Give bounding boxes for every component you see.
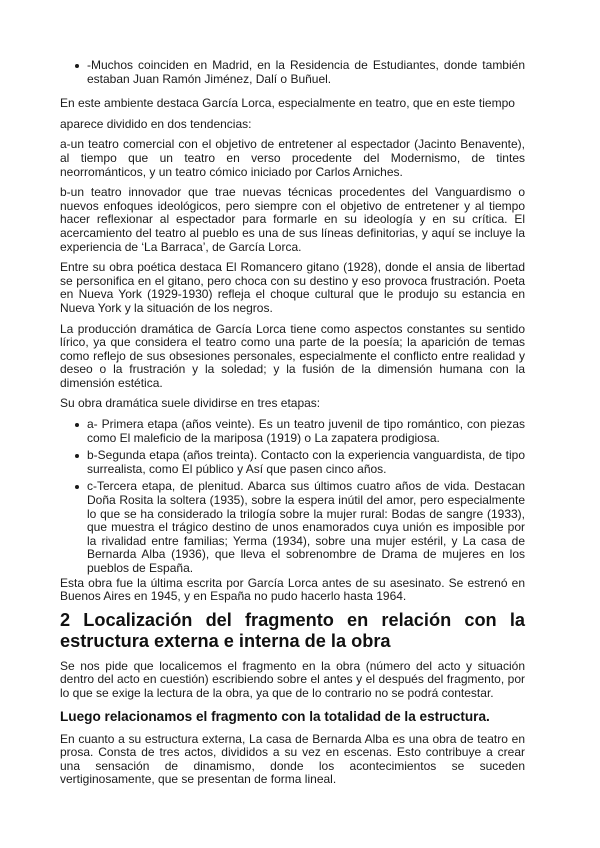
list-item: -Muchos coinciden en Madrid, en la Residencia de Estudiantes, donde también estaban Juan Ramón Jiménez, Dalí o Buñuel. — [60, 59, 525, 86]
paragraph-estructura-externa: En cuanto a su estructura externa, La casa de Bernarda Alba es una obra de teatro en prosa. Consta de tres actos, divididos a su vez en escenas. Esto contribuye a crear una sensación de dinamismo, donde los acontecimientos se suceden vertiginosamente, que se presentan de forma lineal. — [60, 731, 525, 787]
paragraph-produccion-dramatica: La producción dramática de García Lorca tiene como aspectos constantes su sentido lírico, ya que considera el teatro como una parte de la poesía; la aparición de temas como reflejo de sus obsesiones personales, especialmente el conflicto entre realidad y deseo o la frustración y la soledad; y la fusión de la dimensión humana con la dimensión estética. — [60, 321, 525, 390]
paragraph-ultima-obra: Esta obra fue la última escrita por García Lorca antes de su asesinato. Se estrenó en Buenos Aires en 1945, y en España no pudo hacerlo hasta 1964. — [60, 575, 525, 604]
list-item: c-Tercera etapa, de plenitud. Abarca sus últimos cuatro años de vida. Destacan Doña Rosita la soltera (1935), sobre la espera inútil del amor, pero especialmente lo que se ha considerado la trilogía sobre la mujer rural: Bodas de sangre (1933), que muestra el trágico destino de unos enamorados cuya unión es imposible por la rivalidad entre familias; Yerma (1934), sobre una mujer estéril, y La casa de Bernarda Alba (1936), que lleva el sobrenombre de Drama de mujeres en los pueblos de España. — [60, 480, 525, 575]
document-page — [60, 0, 525, 787]
etapas-list — [60, 418, 525, 576]
paragraph-ambiente-line-1: En este ambiente destaca García Lorca, especialmente en teatro, que en este tiempo — [60, 96, 515, 111]
intro-list — [60, 59, 525, 86]
paragraph-teatro-innovador: b-un teatro innovador que trae nuevas técnicas procedentes del Vanguardismo o nuevos enfoques ideológicos, pero siempre con el objetivo de entretener y al tiempo hacer reflexionar al espectador para formarle en su ideología y en su crítica. El acercamiento del teatro al pueblo es una de sus líneas definitorias, y aquí se incluye la experiencia de ‘La Barraca’, de García Lorca. — [60, 185, 525, 254]
paragraph-teatro-comercial: a-un teatro comercial con el objetivo de entretener al espectador (Jacinto Benavente), al tiempo que un teatro en verso procedente del Modernismo, de tintes neorrománticos, y un teatro cómico iniciado por Carlos Arniches. — [60, 137, 525, 179]
list-item: b-Segunda etapa (años treinta). Contacto con la experiencia vanguardista, de tipo surrealista, como El público y Así que pasen cinco años. — [60, 449, 525, 476]
section-heading: 2 Localización del fragmento en relación con la estructura externa e interna de la obra — [60, 609, 525, 651]
paragraph-etapas-intro: Su obra dramática suele dividirse en tres etapas: — [60, 396, 321, 411]
subsection-heading: Luego relacionamos el fragmento con la totalidad de la estructura. — [60, 708, 490, 724]
list-item: a- Primera etapa (años veinte). Es un teatro juvenil de tipo romántico, con piezas como El maleficio de la mariposa (1919) o La zapatera prodigiosa. — [60, 418, 525, 445]
paragraph-ambiente-line-2: aparece dividido en dos tendencias: — [60, 116, 252, 131]
paragraph-localizacion: Se nos pide que localicemos el fragmento en la obra (número del acto y situación dentro del acto en cuestión) escribiendo sobre el antes y el después del fragmento, por lo que se exige la lectura de la obra, ya que de lo contrario no se podrá contestar. — [60, 658, 525, 700]
paragraph-obra-poetica: Entre su obra poética destaca El Romancero gitano (1928), donde el ansia de libertad se personifica en el gitano, pero choca con su destino y eso provoca frustración. Poeta en Nueva York (1929-1930) refleja el choque cultural que le produjo su estancia en Nueva York y la situación de los negros. — [60, 260, 525, 315]
